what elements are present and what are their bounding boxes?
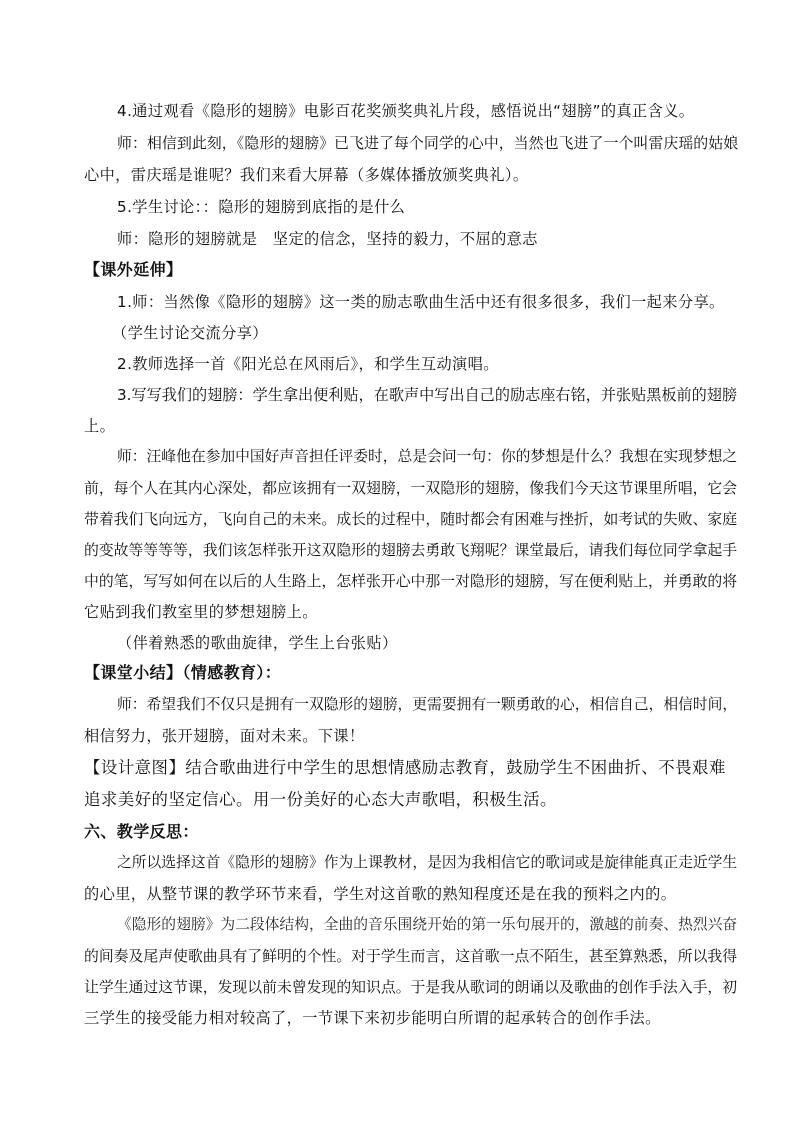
paragraph-line: 3.写写我们的翅膀：学生拿出便利贴，在歌声中写出自己的励志座右铭，并张贴黑板前的翅膀: [117, 386, 738, 404]
paragraph-line: 让学生通过这节课，发现以前未曾发现的知识点。于是我从歌词的朗诵以及歌曲的创作手法入手，初: [84, 978, 738, 996]
paragraph-line: （学生讨论交流分享）: [112, 324, 268, 342]
paragraph-line: 师：隐形的翅膀就是 坚定的信念，坚持的毅力，不屈的意志: [117, 230, 538, 248]
paragraph-line: 的变故等等等等，我们该怎样张开这双隐形的翅膀去勇敢飞翔呢？课堂最后，请我们每位同学拿起手: [84, 541, 738, 559]
paragraph-line: 上。: [84, 417, 116, 435]
paragraph-line: 它贴到我们教室里的梦想翅膀上。: [84, 603, 318, 621]
section-heading: 【课外延伸】: [84, 260, 183, 279]
paragraph-line: 《隐形的翅膀》为二段体结构，全曲的音乐围绕开始的第一乐句展开的，激越的前奏、热烈兴奋: [117, 916, 738, 933]
paragraph-line: （伴着熟悉的歌曲旋律，学生上台张贴）: [117, 634, 398, 652]
paragraph-line: 前，每个人在其内心深处，都应该拥有一双翅膀，一双隐形的翅膀，像我们今天这节课里所唱，它会: [84, 479, 738, 497]
design-intent-line: 追求美好的坚定信心。用一份美好的心态大声歌唱，积极生活。: [84, 790, 557, 809]
paragraph-line: 2.教师选择一首《阳光总在风雨后》，和学生互动演唱。: [117, 355, 499, 373]
paragraph-line: 三学生的接受能力相对较高了，一节课下来初步能明白所谓的起承转合的创作手法。: [84, 1009, 661, 1027]
paragraph-line: 的心里，从整节课的教学环节来看，学生对这首歌的熟知程度还是在我的预料之内的。: [84, 885, 677, 903]
paragraph-line: 相信努力，张开翅膀，面对未来。下课！: [84, 727, 365, 745]
paragraph-line: 师：希望我们不仅只是拥有一双隐形的翅膀，更需要拥有一颗勇敢的心，相信自己，相信时间，: [117, 696, 738, 713]
paragraph-line: 带着我们飞向远方，飞向自己的未来。成长的过程中，随时都会有困难与挫折，如考试的失败、家庭: [84, 510, 738, 528]
design-intent-line: 【设计意图】结合歌曲进行中学生的思想情感励志教育，鼓励学生不困曲折、不畏艰难: [84, 758, 726, 777]
paragraph-line: 中的笔，写写如何在以后的人生路上，怎样张开心中那一对隐形的翅膀，写在便利贴上，并勇敢的将: [84, 572, 738, 590]
paragraph-line: 师：相信到此刻，《隐形的翅膀》已飞进了每个同学的心中，当然也飞进了一个叫雷庆瑶的姑娘: [117, 134, 739, 152]
paragraph-line: 1.师：当然像《隐形的翅膀》这一类的励志歌曲生活中还有很多很多，我们一起来分享。: [117, 293, 725, 311]
section-heading: 【课堂小结】（情感教育）：: [84, 663, 282, 682]
paragraph-line: 师：汪峰他在参加中国好声音担任评委时，总是会问一句：你的梦想是什么？我想在实现梦想之: [117, 448, 738, 465]
paragraph-line: 心中，雷庆瑶是谁呢？我们来看大屏幕（多媒体播放颁奖典礼）。: [84, 166, 529, 184]
paragraph-line: 之所以选择这首《隐形的翅膀》作为上课教材，是因为我相信它的歌词或是旋律能真正走近学生: [117, 854, 738, 871]
paragraph-line: 的间奏及尾声使歌曲具有了鲜明的个性。对于学生而言，这首歌一点不陌生，甚至算熟悉，所以我得: [84, 947, 738, 965]
section-heading: 六、教学反思：: [84, 822, 199, 841]
paragraph-line: 4.通过观看《隐形的翅膀》电影百花奖颁奖典礼片段，感悟说出“翅膀”的真正含义。: [117, 102, 695, 120]
paragraph-line: 5.学生讨论：：隐形的翅膀到底指的是什么: [117, 198, 406, 216]
